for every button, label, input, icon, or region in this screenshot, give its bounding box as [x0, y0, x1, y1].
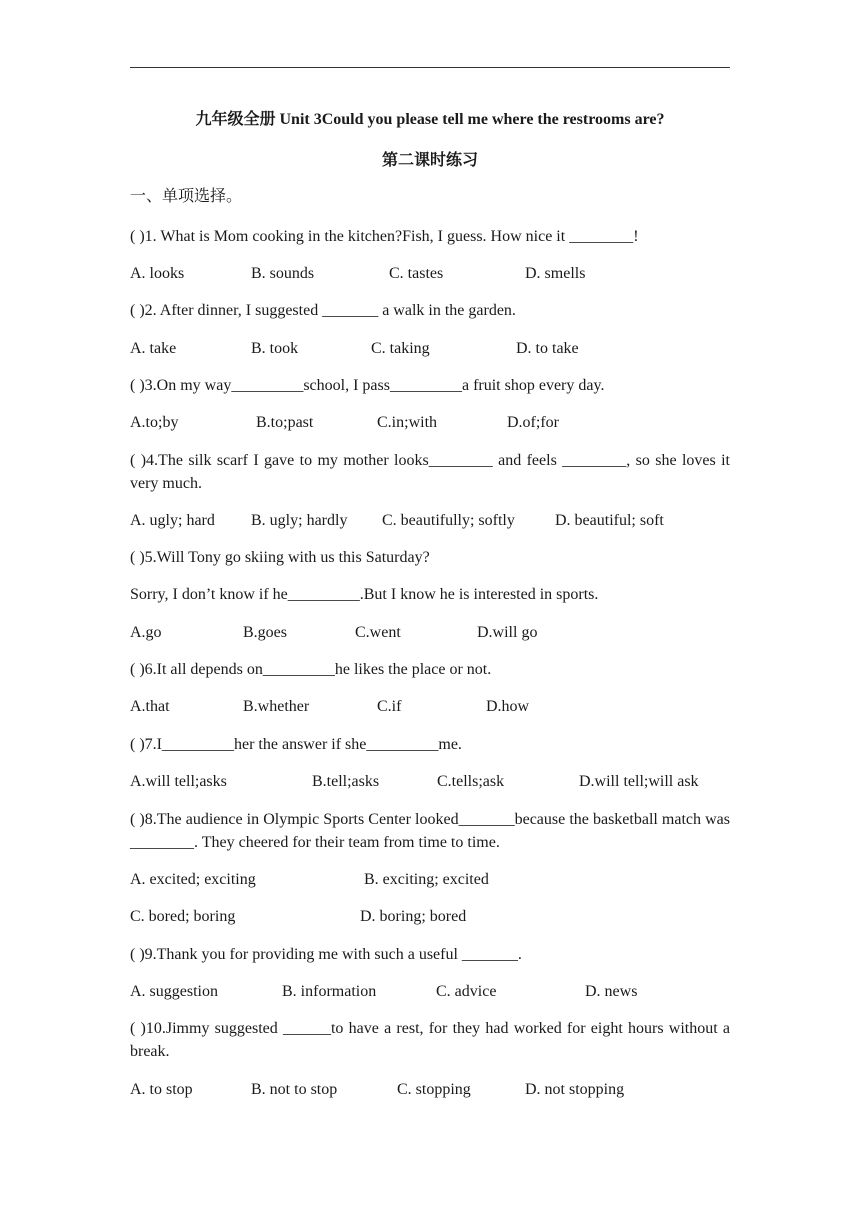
- question-5-stem: ( )5.Will Tony go skiing with us this Saturday?: [130, 549, 430, 566]
- question-1-stem: ( )1. What is Mom cooking in the kitchen?Fish, I guess. How nice it ________!: [130, 228, 639, 245]
- option-d: D.will tell;will ask: [579, 773, 699, 790]
- option-c: C. beautifully; softly: [382, 512, 515, 529]
- question-3-stem: ( )3.On my way_________school, I pass_________a fruit shop every day.: [130, 377, 605, 394]
- option-c: C.in;with: [377, 414, 438, 431]
- option-b: B.goes: [243, 624, 287, 641]
- question-2-stem: ( )2. After dinner, I suggested _______ a walk in the garden.: [130, 302, 516, 319]
- option-b: B. not to stop: [251, 1081, 338, 1098]
- option-c: C.if: [377, 698, 402, 715]
- option-d: D. smells: [525, 265, 586, 282]
- option-a: A.that: [130, 698, 170, 715]
- document-title: 九年级全册 Unit 3Could you please tell me where the restrooms are?: [195, 111, 665, 128]
- option-c: C.tells;ask: [437, 773, 505, 790]
- option-a: A.to;by: [130, 414, 179, 431]
- option-c: C. tastes: [389, 265, 444, 282]
- option-c: C.went: [355, 624, 401, 641]
- question-9-stem: ( )9.Thank you for providing me with such a useful _______.: [130, 946, 522, 963]
- option-c: C. bored; boring: [130, 908, 236, 925]
- option-a: A. to stop: [130, 1081, 193, 1098]
- option-a: A. excited; exciting: [130, 871, 256, 888]
- question-7-stem: ( )7.I_________her the answer if she_________me.: [130, 736, 462, 753]
- option-d: D. boring; bored: [360, 908, 467, 925]
- option-d: D.of;for: [507, 414, 559, 431]
- option-b: B.tell;asks: [312, 773, 380, 790]
- question-6-stem: ( )6.It all depends on_________he likes the place or not.: [130, 661, 492, 678]
- option-d: D. news: [585, 983, 638, 1000]
- option-d: D.will go: [477, 624, 538, 641]
- option-a: A. ugly; hard: [130, 512, 215, 529]
- document-subtitle: 第二课时练习: [381, 152, 478, 169]
- option-a: A. take: [130, 340, 177, 357]
- question-5-stem-continued: Sorry, I don’t know if he_________.But I know he is interested in sports.: [130, 586, 599, 603]
- option-b: B. took: [251, 340, 299, 357]
- option-b: B. information: [282, 983, 377, 1000]
- option-a: A. suggestion: [130, 983, 218, 1000]
- option-c: C. stopping: [397, 1081, 471, 1098]
- option-b: B.to;past: [256, 414, 314, 431]
- option-a: A.will tell;asks: [130, 773, 227, 790]
- option-c: C. taking: [371, 340, 430, 357]
- option-d: D. beautiful; soft: [555, 512, 664, 529]
- header-rule: [130, 67, 730, 68]
- question-8-stem: ( )8.The audience in Olympic Sports Center looked_______because the basketball match was ________. They cheered for their team from time to time.: [130, 811, 730, 851]
- option-d: D. not stopping: [525, 1081, 625, 1098]
- option-d: D. to take: [516, 340, 579, 357]
- option-b: B. sounds: [251, 265, 315, 282]
- option-a: A.go: [130, 624, 162, 641]
- section-heading: 一、单项选择。: [130, 188, 243, 205]
- option-b: B. ugly; hardly: [251, 512, 348, 529]
- question-4-stem: ( )4.The silk scarf I gave to my mother looks________ and feels ________, so she loves it very much.: [130, 452, 730, 492]
- option-c: C. advice: [436, 983, 497, 1000]
- option-b: B.whether: [243, 698, 310, 715]
- option-a: A. looks: [130, 265, 185, 282]
- question-10-stem: ( )10.Jimmy suggested ______to have a rest, for they had worked for eight hours without a break.: [130, 1020, 730, 1060]
- option-d: D.how: [486, 698, 530, 715]
- option-b: B. exciting; excited: [364, 871, 489, 888]
